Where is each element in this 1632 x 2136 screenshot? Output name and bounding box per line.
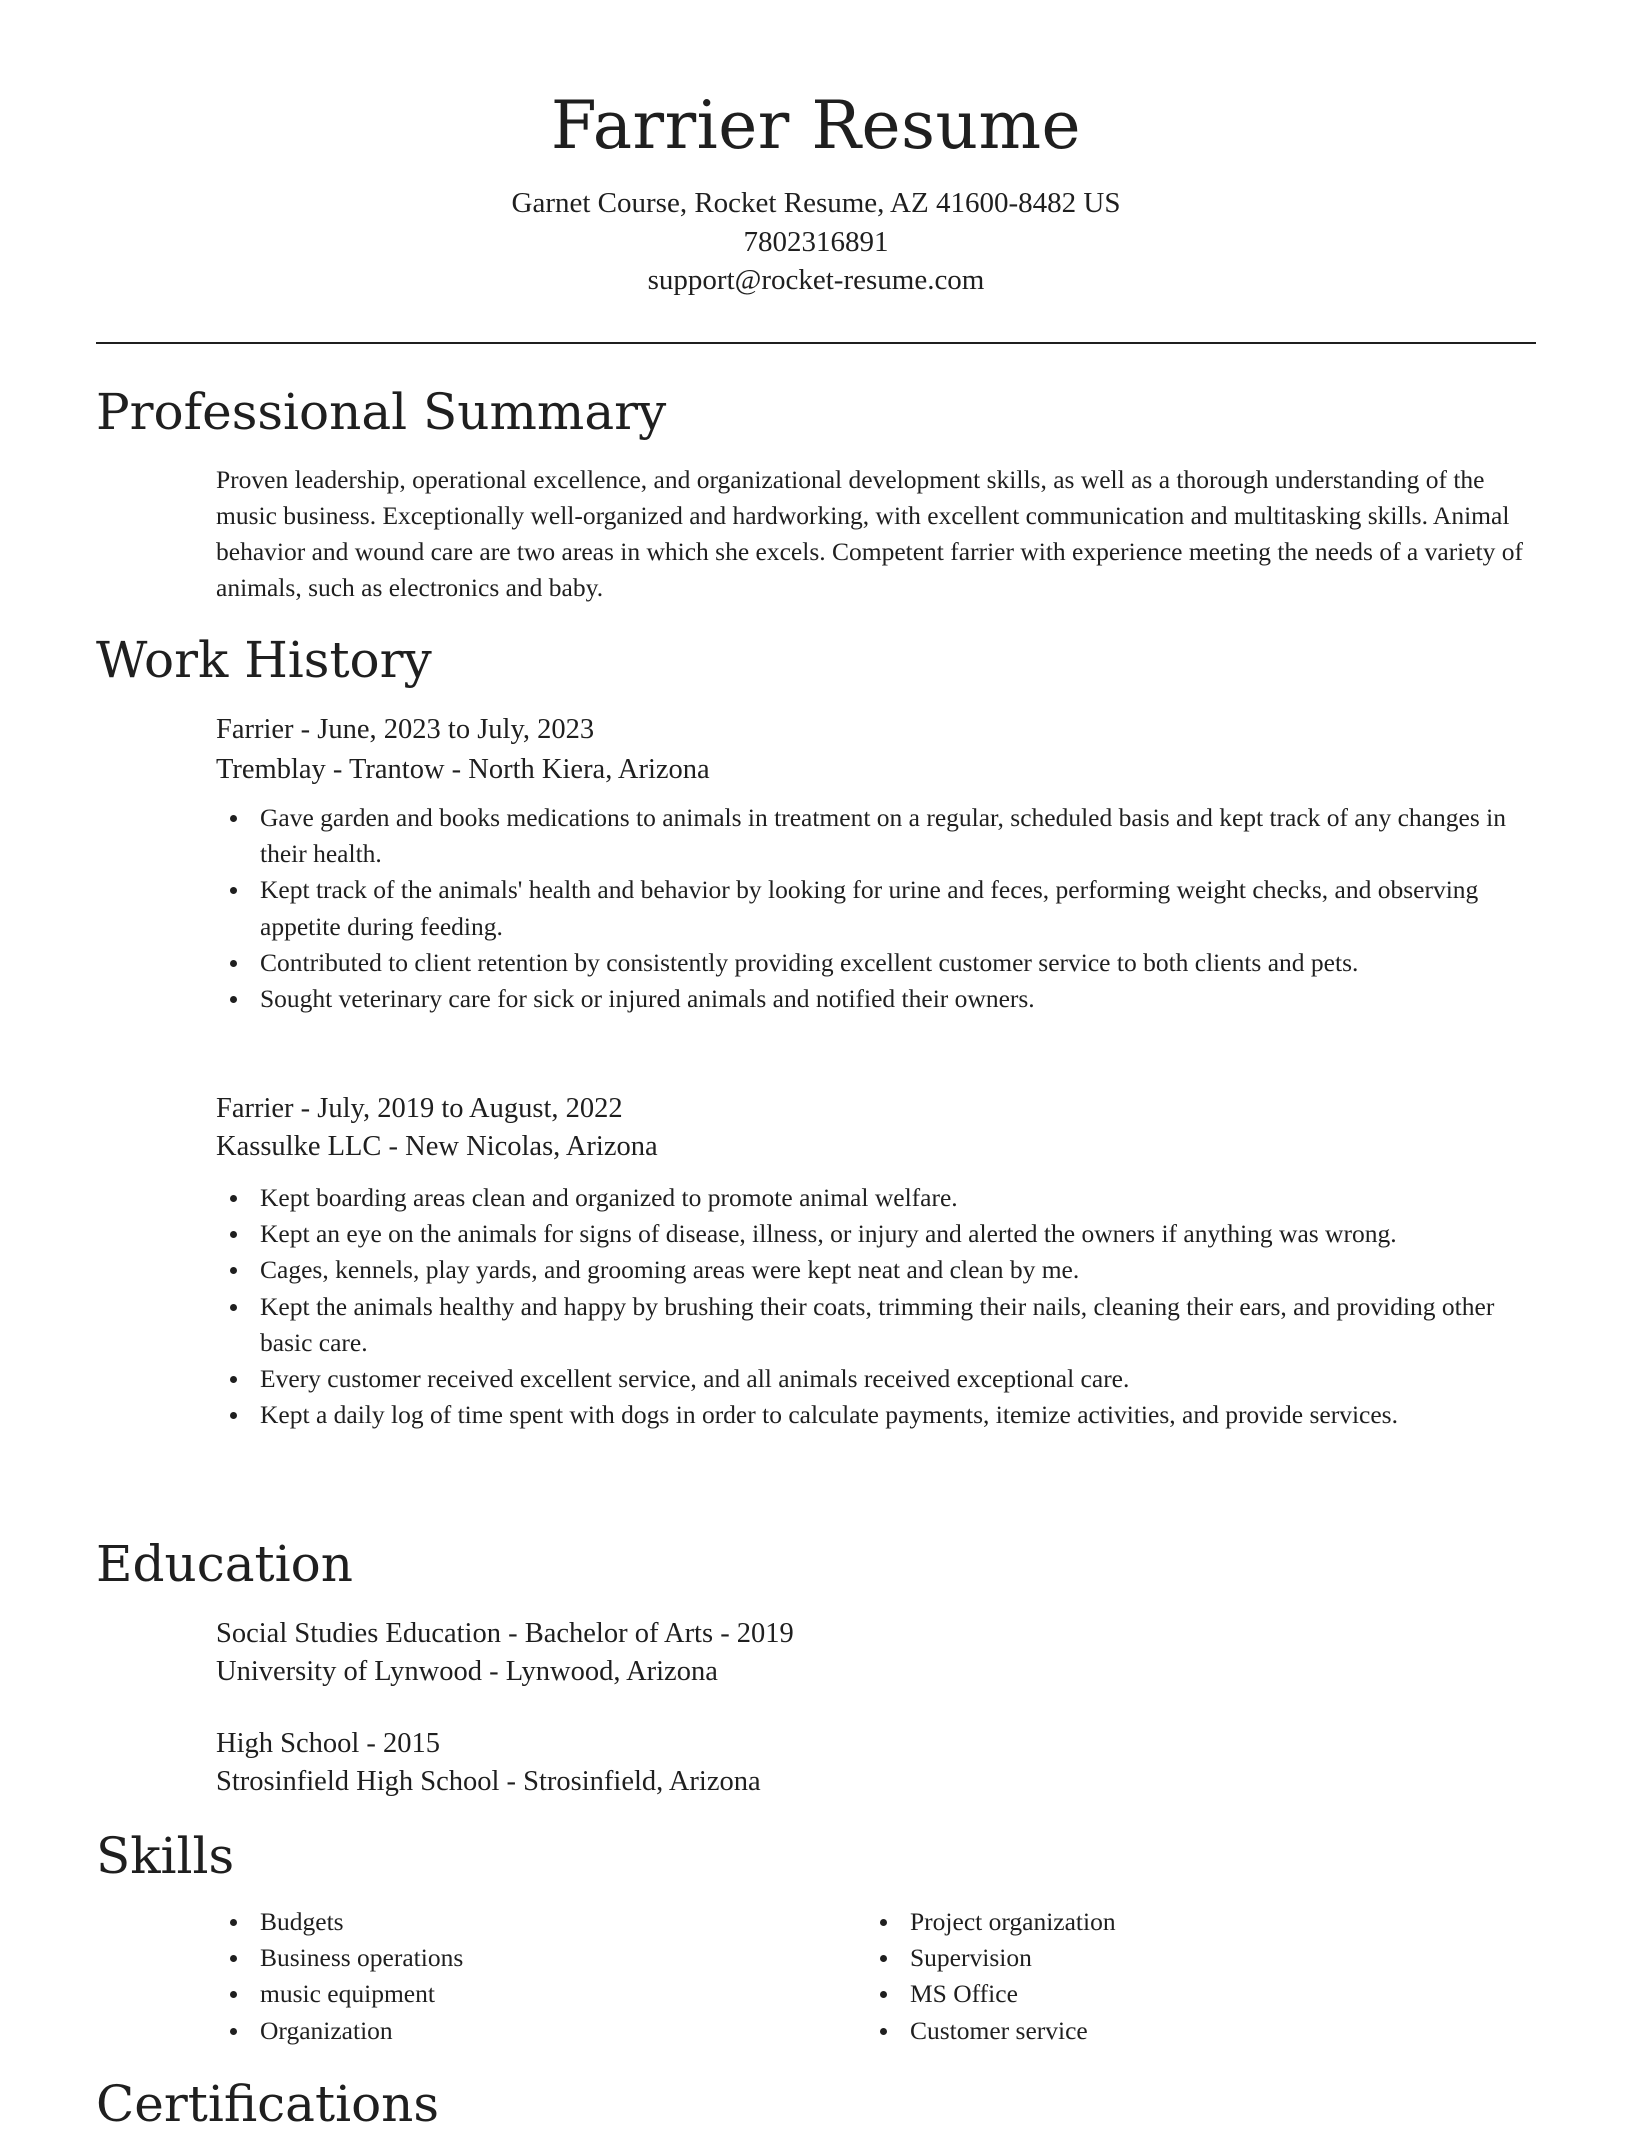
job-heading: Farrier - July, 2019 to August, 2022 (216, 1093, 623, 1124)
resume-header (96, 82, 1536, 300)
list-item: Business operations (216, 1940, 816, 1976)
list-item: Kept an eye on the animals for signs of disease, illness, or injury and alerted the owners if anything was wrong. (216, 1216, 1536, 1252)
education-entry (216, 1724, 1536, 1801)
list-item: Budgets (216, 1904, 816, 1940)
contact-address: Garnet Course, Rocket Resume, AZ 41600-8482 US (511, 187, 1121, 219)
summary-text: Proven leadership, operational excellence, and organizational development skills, as well as a thorough understanding of the music business. Exceptionally well-organized and hardworking, with excellent communication and multitasking skills. Animal behavior and wound care are two areas in which she excels. Competent farrier with experience meeting the needs of a variety of animals, such as electronics and baby. (216, 465, 1524, 602)
contact-email[interactable]: support@rocket-resume.com (647, 264, 985, 296)
skills-list (866, 1904, 1466, 2049)
list-item: MS Office (866, 1976, 1466, 2012)
job-bullets (216, 800, 1536, 1017)
education-entry (216, 1614, 1536, 1691)
job-entry (216, 710, 1536, 1017)
list-item: Gave garden and books medications to animals in treatment on a regular, scheduled basis and kept track of any changes in their health. (216, 800, 1536, 872)
list-item: Kept a daily log of time spent with dogs in order to calculate payments, itemize activities, and provide services. (216, 1397, 1536, 1433)
list-item: Kept track of the animals' health and behavior by looking for urine and feces, performing weight checks, and observing appetite during feeding. (216, 872, 1536, 944)
header-divider (96, 342, 1536, 344)
list-item: Cages, kennels, play yards, and grooming areas were kept neat and clean by me. (216, 1252, 1536, 1288)
job-company: Tremblay - Trantow - North Kiera, Arizona (216, 754, 710, 785)
list-item: Every customer received excellent service, and all animals received exceptional care. (216, 1361, 1536, 1397)
list-item: Kept boarding areas clean and organized to promote animal welfare. (216, 1180, 1536, 1216)
education-degree: High School - 2015 (216, 1728, 441, 1759)
list-item: Sought veterinary care for sick or injured animals and notified their owners. (216, 981, 1536, 1017)
job-heading: Farrier - June, 2023 to July, 2023 (216, 714, 595, 745)
section-title-summary: Professional Summary (96, 383, 667, 441)
list-item: Project organization (866, 1904, 1466, 1940)
list-item: Supervision (866, 1940, 1466, 1976)
section-title-skills: Skills (96, 1827, 235, 1885)
resume-title: Farrier Resume (550, 87, 1082, 164)
job-bullets (216, 1180, 1536, 1433)
skills-column-left (216, 1904, 816, 2049)
education-degree: Social Studies Education - Bachelor of Arts - 2019 (216, 1618, 794, 1649)
contact-phone: 7802316891 (743, 225, 889, 258)
list-item: Organization (216, 2013, 816, 2049)
section-title-work-history: Work History (96, 631, 432, 689)
list-item: music equipment (216, 1976, 816, 2012)
job-entry (216, 1089, 1536, 1433)
list-item: Customer service (866, 2013, 1466, 2049)
education-school: Strosinfield High School - Strosinfield, Arizona (216, 1766, 761, 1797)
job-company: Kassulke LLC - New Nicolas, Arizona (216, 1131, 658, 1162)
section-title-education: Education (96, 1535, 353, 1593)
list-item: Kept the animals healthy and happy by brushing their coats, trimming their nails, cleaning their ears, and providing other basic care. (216, 1289, 1536, 1361)
skills-list (216, 1904, 816, 2049)
education-school: University of Lynwood - Lynwood, Arizona (216, 1656, 718, 1687)
skills-column-right (866, 1904, 1466, 2049)
section-title-certifications: Certifications (96, 2075, 440, 2133)
list-item: Contributed to client retention by consistently providing excellent customer service to both clients and pets. (216, 945, 1536, 981)
